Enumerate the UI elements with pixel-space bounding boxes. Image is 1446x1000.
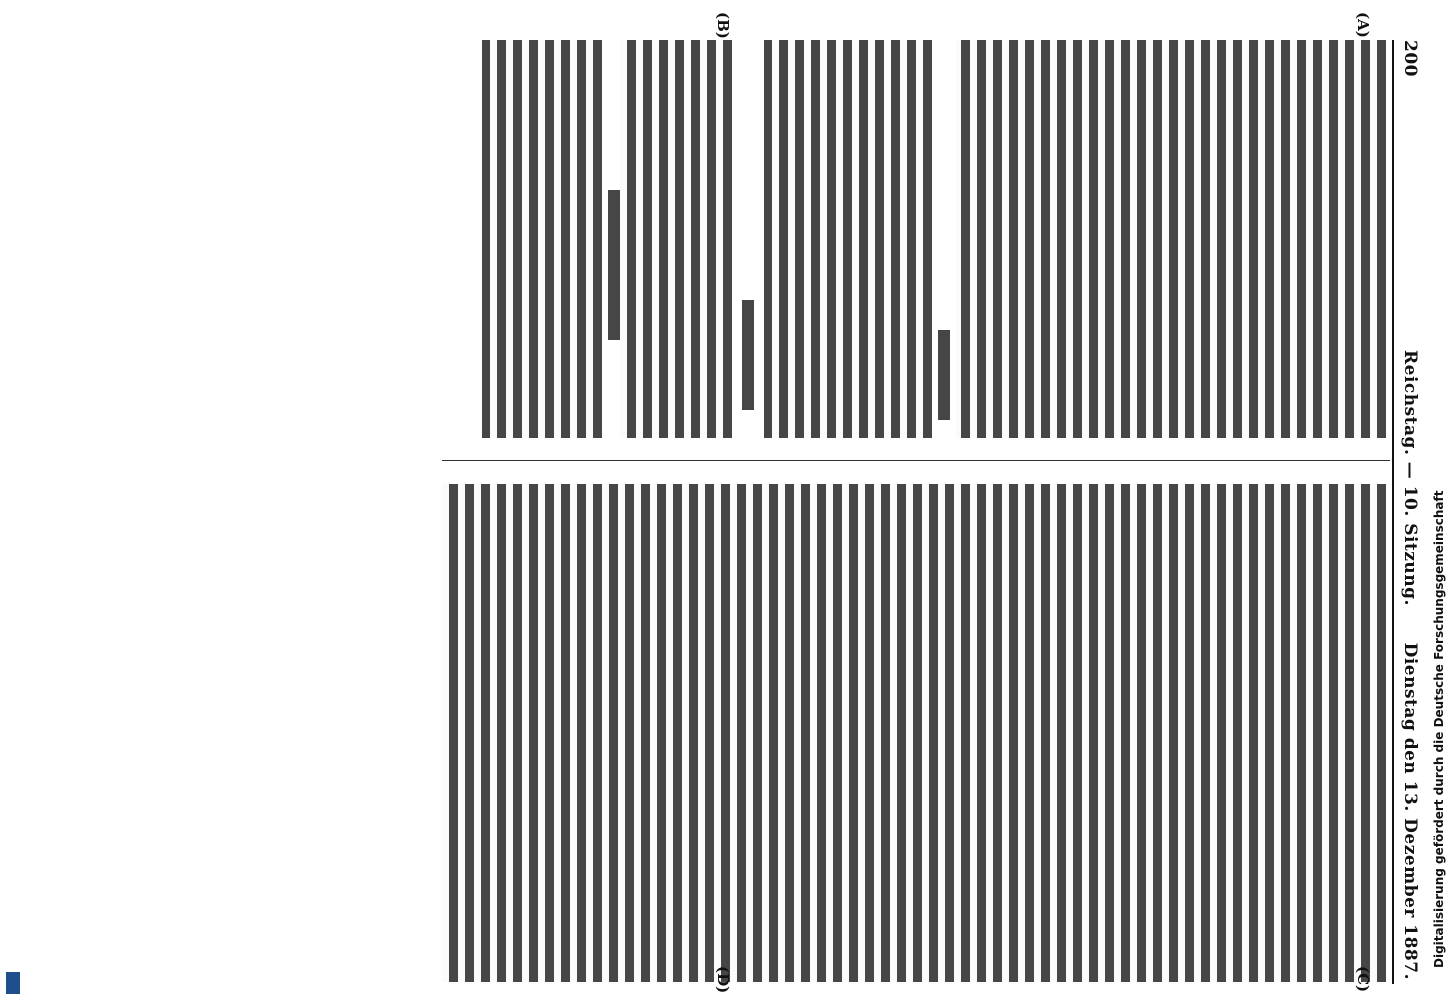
stage-direction-line (742, 300, 754, 410)
column-separator (442, 460, 1390, 461)
body-text-block (764, 40, 932, 438)
body-text-block (442, 484, 1386, 982)
digitization-credit: Digitalisierung gefördert durch die Deutsche Forschungsgemeinschaft (1432, 490, 1446, 968)
header-rule (1392, 40, 1394, 984)
body-text-block (956, 40, 1386, 438)
running-head (1396, 40, 1424, 984)
margin-mark-d: (D) (714, 966, 732, 994)
session-title: Reichstag. — 10. Sitzung. (1400, 350, 1420, 606)
margin-mark-a: (A) (1354, 12, 1372, 38)
body-text-block (620, 40, 732, 438)
session-date: Dienstag den 13. Dezember 1887. (1400, 642, 1420, 980)
margin-mark-c: (C) (1354, 966, 1372, 993)
dfg-logo (6, 972, 20, 994)
page-number: 200 (1400, 40, 1420, 77)
margin-mark-b: (B) (714, 12, 732, 39)
stage-direction-line (938, 330, 950, 420)
body-text-block (482, 40, 602, 438)
section-heading-line (608, 190, 620, 340)
